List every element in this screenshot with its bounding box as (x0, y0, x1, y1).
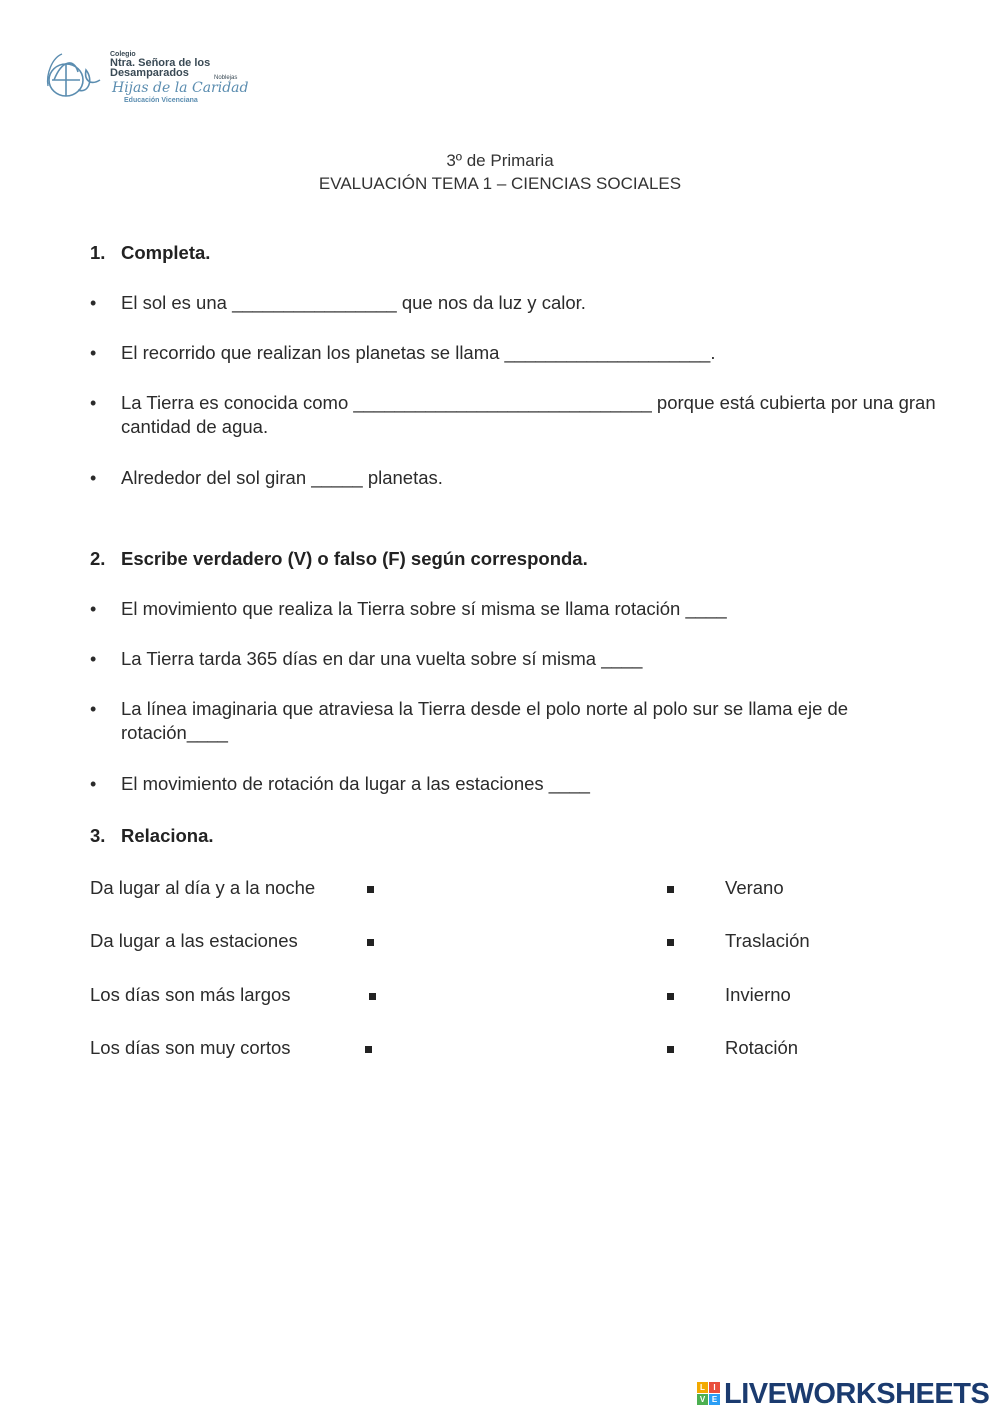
match-left-item: Los días son más largos (90, 984, 291, 1005)
list-item-text: El sol es una ________________ que nos da luz y calor. (121, 292, 586, 313)
logo-text-educacion: Educación Vicenciana (124, 97, 198, 104)
match-left-item: Los días son muy cortos (90, 1037, 291, 1058)
liveworksheets-wordmark: LIVEWORKSHEETS (724, 1378, 990, 1410)
logo-text-colegio: Colegio (110, 51, 136, 58)
list-item-text: La Tierra es conocida como _____________________________ porque está cubierta por una gran cantidad de agua. (121, 392, 936, 437)
list-item-text: El movimiento que realiza la Tierra sobre sí misma se llama rotación ____ (121, 598, 727, 619)
section-number: 2. (90, 548, 106, 569)
logo-text-name: Ntra. Señora de los (110, 57, 211, 69)
match-right-anchor[interactable] (667, 886, 674, 893)
section-number: 1. (90, 242, 106, 263)
section-1-title (90, 242, 210, 264)
match-left-anchor[interactable] (367, 886, 374, 893)
match-left-anchor[interactable] (365, 1046, 372, 1053)
bullet-icon: • (90, 343, 97, 363)
grade-heading: 3º de Primaria (446, 151, 554, 170)
logo-text-desamparados: Desamparados (110, 67, 189, 79)
match-right-anchor[interactable] (667, 993, 674, 1000)
bullet-icon: • (90, 393, 97, 413)
section-2-title (90, 548, 588, 570)
match-right-anchor[interactable] (667, 1046, 674, 1053)
bullet-icon: • (90, 649, 97, 669)
section-title-text: Escribe verdadero (V) o falso (F) según corresponda. (121, 548, 588, 569)
match-right-item: Verano (725, 877, 784, 898)
bullet-icon: • (90, 293, 97, 313)
match-left-anchor[interactable] (367, 939, 374, 946)
school-logo (44, 48, 249, 108)
match-right-item: Rotación (725, 1037, 799, 1058)
match-right-anchor[interactable] (667, 939, 674, 946)
bullet-icon: • (90, 774, 97, 794)
list-item-text: La Tierra tarda 365 días en dar una vuelta sobre sí misma ____ (121, 648, 643, 669)
list-item-text: La línea imaginaria que atraviesa la Tierra desde el polo norte al polo sur se llama eje de rotación____ (121, 698, 849, 743)
list-item-text: El movimiento de rotación da lugar a las estaciones ____ (121, 773, 590, 794)
logo-text-town: Noblejas (214, 75, 238, 81)
logo-text-hijas: Hijas de la Caridad (112, 80, 249, 96)
bullet-icon: • (90, 468, 97, 488)
section-title-text: Relaciona. (121, 825, 214, 846)
section-title-text: Completa. (121, 242, 211, 263)
match-right-item: Invierno (725, 984, 791, 1005)
match-left-anchor[interactable] (369, 993, 376, 1000)
match-right-item: Traslación (725, 930, 810, 951)
list-item-text: Alrededor del sol giran _____ planetas. (121, 467, 443, 488)
section-3-title (90, 825, 214, 847)
bullet-icon: • (90, 599, 97, 619)
liveworksheets-icon: L I V E (697, 1382, 721, 1406)
section-number: 3. (90, 825, 106, 846)
match-left-item: Da lugar al día y a la noche (90, 877, 316, 898)
match-left-item: Da lugar a las estaciones (90, 930, 298, 951)
school-emblem-icon (44, 50, 104, 104)
list-item-text: El recorrido que realizan los planetas se llama ____________________. (121, 342, 716, 363)
bullet-icon: • (90, 699, 97, 719)
exam-title: EVALUACIÓN TEMA 1 – CIENCIAS SOCIALES (318, 174, 682, 193)
